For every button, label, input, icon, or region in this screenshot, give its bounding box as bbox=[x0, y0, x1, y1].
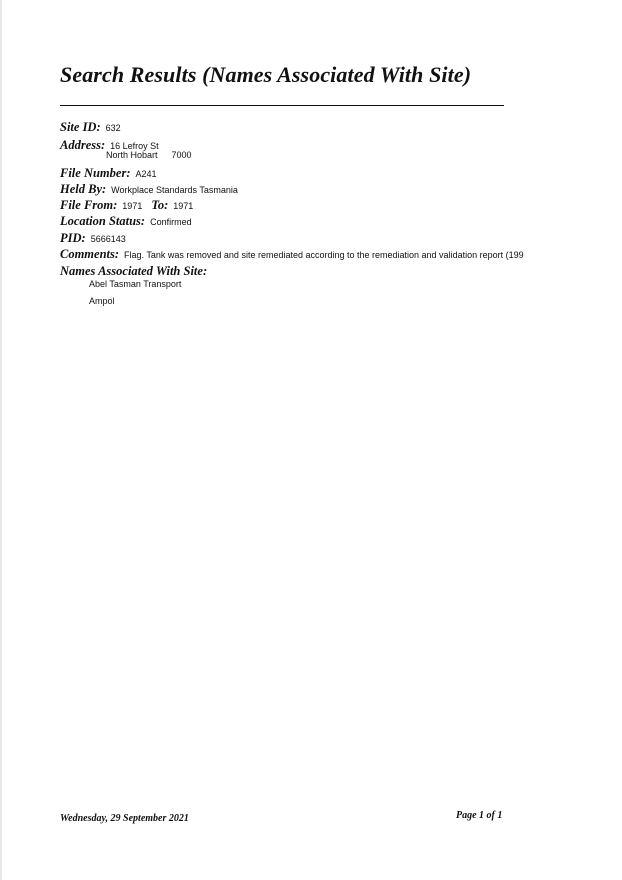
page-edge bbox=[0, 0, 2, 880]
file-from-value: 1971 bbox=[122, 201, 143, 211]
site-id-value: 632 bbox=[105, 123, 121, 133]
footer-page-number: Page 1 of 1 bbox=[456, 810, 503, 821]
location-status-label: Location Status: bbox=[60, 214, 146, 228]
held-by-value: Workplace Standards Tasmania bbox=[111, 185, 238, 195]
names-associated-heading bbox=[60, 262, 212, 280]
associated-name-item: Ampol bbox=[89, 296, 115, 306]
pid-value: 5666143 bbox=[90, 234, 126, 244]
address-label: Address: bbox=[60, 138, 106, 152]
page-title: Search Results (Names Associated With Site) bbox=[60, 62, 472, 87]
names-associated-label: Names Associated With Site: bbox=[60, 264, 208, 278]
associated-name-item: Abel Tasman Transport bbox=[89, 279, 182, 289]
title-divider bbox=[60, 105, 504, 106]
file-number-label: File Number: bbox=[60, 166, 131, 180]
pid-label: PID: bbox=[60, 231, 86, 245]
location-status-row bbox=[60, 212, 192, 230]
comments-label: Comments: bbox=[60, 247, 120, 261]
file-to-value: 1971 bbox=[173, 201, 194, 211]
site-id-label: Site ID: bbox=[60, 120, 101, 134]
address-line1: 16 Lefroy St bbox=[110, 141, 159, 151]
held-by-label: Held By: bbox=[60, 182, 107, 196]
comments-row bbox=[60, 245, 524, 263]
site-id-row bbox=[60, 118, 121, 136]
address-line2 bbox=[106, 150, 192, 160]
location-status-value: Confirmed bbox=[150, 217, 192, 227]
address-suburb: North Hobart bbox=[106, 150, 158, 160]
address-postcode: 7000 bbox=[171, 150, 192, 160]
comments-value: Flag. Tank was removed and site remediated according to the remediation and validation report (199 bbox=[124, 250, 524, 260]
footer-date: Wednesday, 29 September 2021 bbox=[60, 813, 189, 824]
file-number-value: A241 bbox=[135, 169, 157, 179]
file-to-label: To: bbox=[151, 198, 169, 212]
file-from-label: File From: bbox=[60, 198, 118, 212]
